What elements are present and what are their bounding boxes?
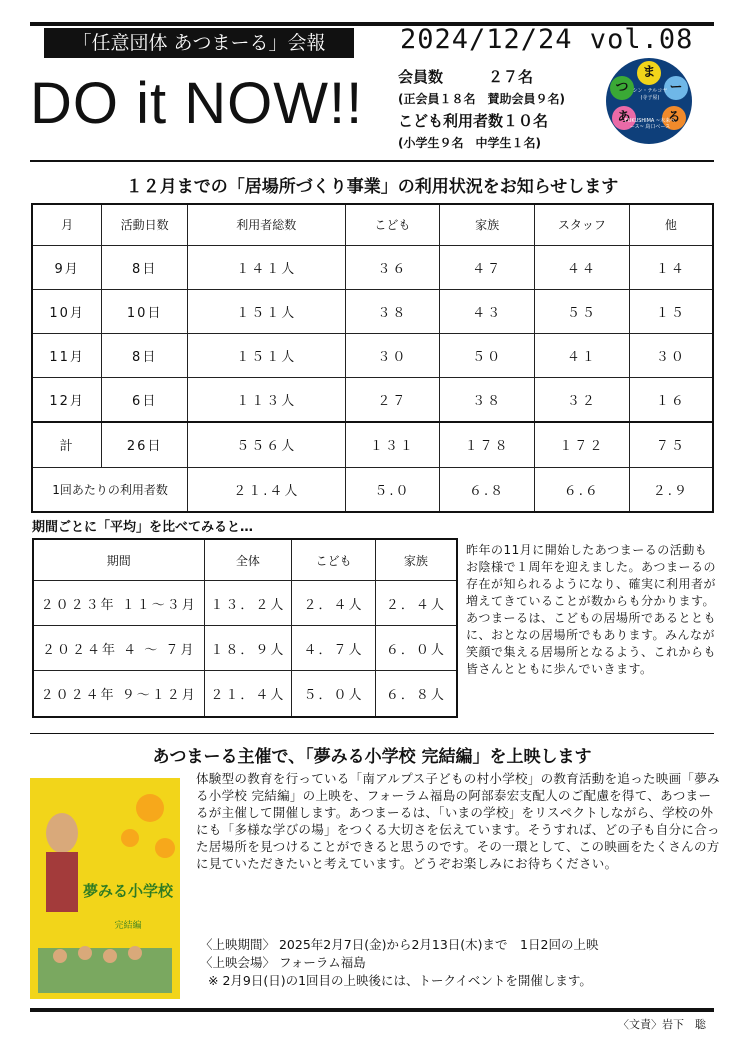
table-cell: ２０２３年 １１～３月 [33,581,204,626]
logo-char-a: あ [612,106,636,130]
period-comparison-title: 期間ごとに「平均」を比べてみると… [32,520,254,535]
table-cell: 10日 [102,289,188,333]
members-breakdown: (正会員１８名 賛助会員９名) [398,92,565,106]
table-row [33,581,457,626]
table-cell: ５５６人 [188,422,345,467]
table-cell: ２０２４年 ９～１２月 [33,671,204,717]
table-cell: １３１ [345,422,440,467]
table-cell: ６．８人 [375,671,457,717]
table-row [32,333,713,377]
table-cell: １６ [629,377,713,422]
table-cell: 6日 [102,377,188,422]
author-credit: 〈文責〉岩下 聡 [618,1018,706,1031]
average-row [32,467,713,512]
movie-description: 体験型の教育を行っている「南アルプス子どもの村小学校」の教育活動を追った映画「夢みる小学校 完結編」の上映を、フォーラム福島の阿部泰宏支配人のご配慮を得て、あつまーるが主催して開催します。あつまーるは、「いまの学校」をリスペクトしながら、学校の外にも「多様な学びの場」をつくる大切さを伝えています。そうすれば、どの子も自分に合った居場所を見つけることができると思うのです。その一環として、この映画をたくさんの方に見ていただきたいと考えています。どうぞお楽しみにお待ちください。 [196,771,720,871]
table-cell: ４．７人 [292,626,376,671]
table-cell: ４４ [534,245,629,289]
table-cell: ６.８ [440,467,535,512]
table-cell: ５０ [440,333,535,377]
org-badge: 「任意団体 あつまーる」会報 [44,28,354,58]
table-row [33,626,457,671]
col-header: こども [292,539,376,581]
table-row [32,377,713,422]
table-cell: １５ [629,289,713,333]
table-cell: ６.６ [534,467,629,512]
table-cell: 9月 [32,245,102,289]
usage-table [31,203,714,513]
issue-date-volume: 2024/12/24 vol.08 [400,24,694,55]
poster-title: 夢みる小学校 [82,882,173,900]
table-cell: 1回あたりの利用者数 [32,467,188,512]
table-cell: ５．０人 [292,671,376,717]
col-header: 家族 [375,539,457,581]
table-cell: ４３ [440,289,535,333]
table-cell: ２０２４年 ４ ～ ７月 [33,626,204,671]
table-cell: １７２ [534,422,629,467]
kids-count: こども利用者数１０名 [398,112,549,130]
anniversary-paragraph: 昨年の11月に開始したあつまーるの活動もお陰様で１周年を迎えました。あつまーるの存在が知られるようになり、確実に利用者が増えてきていることが数からも分かります。あつまーるは、こどもの居場所であるとともに、おとなの居場所でもあります。みんなが笑顔で集える居場所となるよう、これからも皆さんとともに歩んでいきます。 [466,543,717,676]
table-cell: ５.０ [345,467,440,512]
table-cell: 8日 [102,333,188,377]
col-header: 活動日数 [102,204,188,245]
usage-section-title: １２月までの「居場所づくり事業」の利用状況をお知らせします [125,177,619,197]
col-header: 期間 [33,539,204,581]
table-row [33,671,457,717]
table-cell: ３６ [345,245,440,289]
logo-char-tsu: つ [610,76,634,100]
table-cell: １１３人 [188,377,345,422]
table-cell: ２１.４人 [188,467,345,512]
table-cell: ２.９ [629,467,713,512]
movie-poster [30,778,180,999]
atsumaru-logo [606,58,692,144]
col-header: 月 [32,204,102,245]
screening-venue: 〈上映会場〉 フォーラム福島 [200,955,366,970]
table-cell: ３２ [534,377,629,422]
logo-char-ma: ま [637,61,661,85]
table-row [32,289,713,333]
table-cell: ３０ [345,333,440,377]
logo-bottom-text: FUKUSHIMA ~未来ベース~ 鳥口ベース [624,118,676,130]
screening-info [200,936,720,990]
table-cell: ４１ [534,333,629,377]
table-cell: 11月 [32,333,102,377]
table-cell: １３．２人 [204,581,292,626]
logo-mid-text: シン・テルコヤ (寺子屋) [632,88,668,101]
table-cell: 10月 [32,289,102,333]
table-cell: １５１人 [188,333,345,377]
col-header: 全体 [204,539,292,581]
table-cell: 12月 [32,377,102,422]
table-cell: ２．４人 [292,581,376,626]
poster-subtitle: 完結編 [114,921,142,931]
col-header: 他 [629,204,713,245]
col-header: 家族 [440,204,535,245]
kids-breakdown: (小学生９名 中学生１名) [398,136,541,150]
movie-section-title: あつまーる主催で、「夢みる小学校 完結編」を上映します [152,747,592,767]
table-cell: ３８ [345,289,440,333]
col-header: 利用者総数 [188,204,345,245]
table-cell: ６．０人 [375,626,457,671]
usage-table-header [32,204,713,245]
screening-period: 〈上映期間〉 2025年2月7日(金)から2月13日(木)まで 1日2回の上映 [200,937,599,952]
col-header: スタッフ [534,204,629,245]
header-divider [30,160,714,162]
period-table [32,538,458,718]
table-cell: １８．９人 [204,626,292,671]
logo-char-ru: る [662,106,686,130]
table-cell: １７８ [440,422,535,467]
newsletter-title: DO it NOW!! [30,71,364,136]
table-cell: ２７ [345,377,440,422]
table-cell: ２１．４人 [204,671,292,717]
table-cell: １５１人 [188,289,345,333]
table-cell: ３８ [440,377,535,422]
table-cell: ７５ [629,422,713,467]
talk-event-note: ※ 2月9日(日)の1回目の上映後には、トークイベントを開催します。 [208,973,592,988]
section-divider [30,733,714,734]
period-table-header [33,539,457,581]
membership-summary [398,66,565,154]
table-cell: １４ [629,245,713,289]
table-cell: 8日 [102,245,188,289]
table-cell: ５５ [534,289,629,333]
table-cell: １４１人 [188,245,345,289]
members-count: 会員数 ２７名 [398,68,534,86]
table-cell: ４７ [440,245,535,289]
table-row [32,245,713,289]
footer-rule [30,1008,714,1012]
table-cell: ２．４人 [375,581,457,626]
col-header: こども [345,204,440,245]
table-cell: ３０ [629,333,713,377]
table-cell: 26日 [102,422,188,467]
table-cell: 計 [32,422,102,467]
logo-char-dash: ー [664,76,688,100]
total-row [32,422,713,467]
